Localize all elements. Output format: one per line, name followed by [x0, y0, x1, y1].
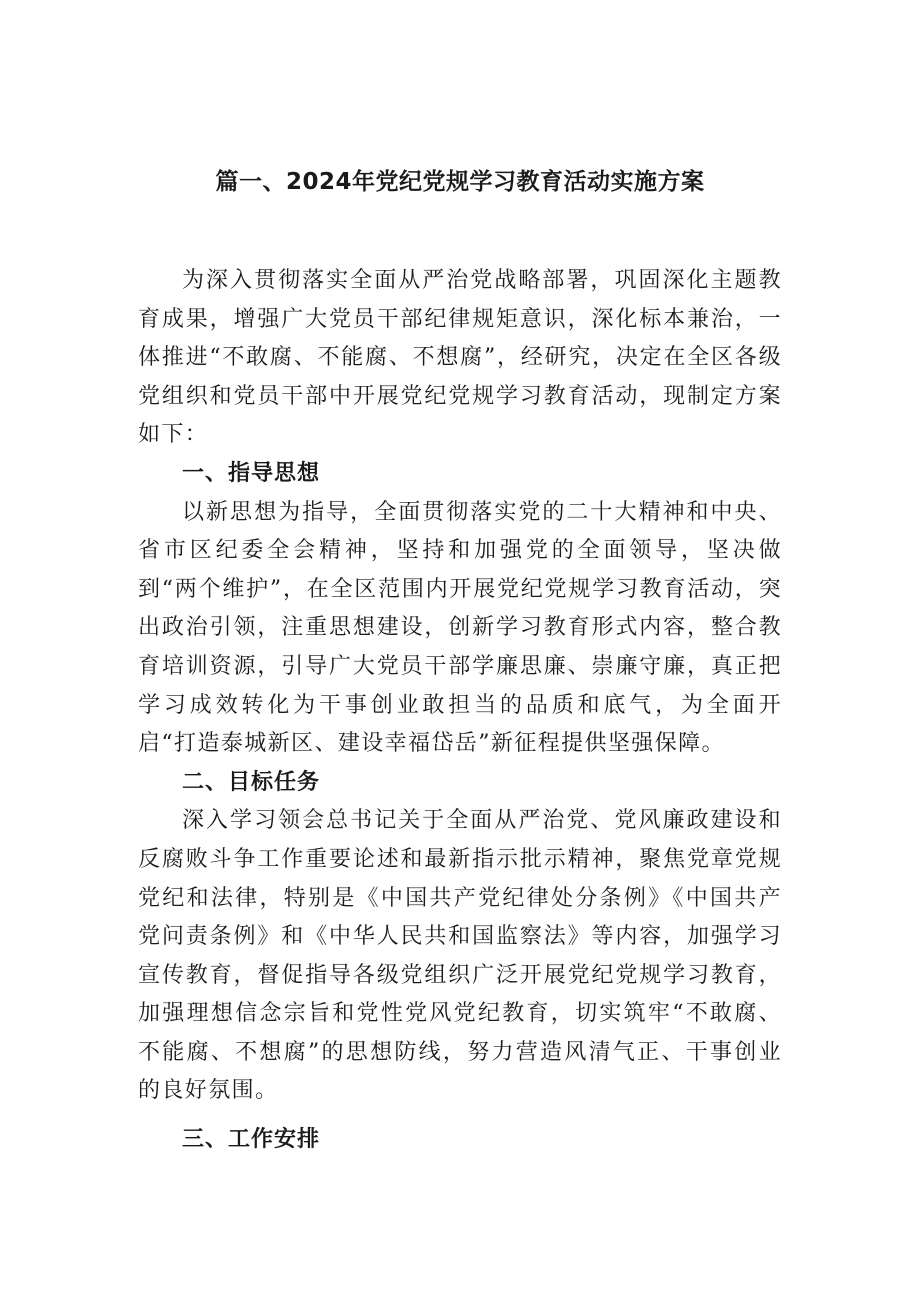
- document-title: 篇一、2024年党纪党规学习教育活动实施方案: [215, 169, 705, 195]
- section-body-guiding-thought: 以新思想为指导，全面贯彻落实党的二十大精神和中央、省市区纪委全会精神，坚持和加强党的全面领导，坚决做到“两个维护”，在全区范围内开展党纪党规学习教育活动，突出政治引领，注重思想建设，创新学习教育形式内容，整合教育培训资源，引导广大党员干部学廉思廉、崇廉守廉，真正把学习成效转化为干事创业敢担当的品质和底气，为全面开启“打造泰城新区、建设幸福岱岳”新征程提供坚强保障。: [138, 499, 782, 757]
- section-body-goals-tasks: 深入学习领会总书记关于全面从严治党、党风廉政建设和反腐败斗争工作重要论述和最新指示批示精神，聚焦党章党规党纪和法律，特别是《中国共产党纪律处分条例》《中国共产党问责条例》和《中华人民共和国监察法》等内容，加强学习宣传教育，督促指导各级党组织广泛开展党纪党规学习教育，加强理想信念宗旨和党性党风党纪教育，切实筑牢“不敢腐、不能腐、不想腐”的思想防线，努力营造风清气正、干事创业的良好氛围。: [138, 808, 782, 1104]
- section-heading-work-arrangement: 三、工作安排: [182, 1127, 321, 1153]
- document-body: [138, 262, 782, 1160]
- section-heading-goals-tasks: 二、目标任务: [182, 769, 321, 795]
- section-heading-guiding-thought: 一、指导思想: [182, 460, 321, 486]
- intro-paragraph: 为深入贯彻落实全面从严治党战略部署，巩固深化主题教育成果，增强广大党员干部纪律规矩意识，深化标本兼治，一体推进“不敢腐、不能腐、不想腐”，经研究，决定在全区各级党组织和党员干部中开展党纪党规学习教育活动，现制定方案如下：: [138, 268, 782, 448]
